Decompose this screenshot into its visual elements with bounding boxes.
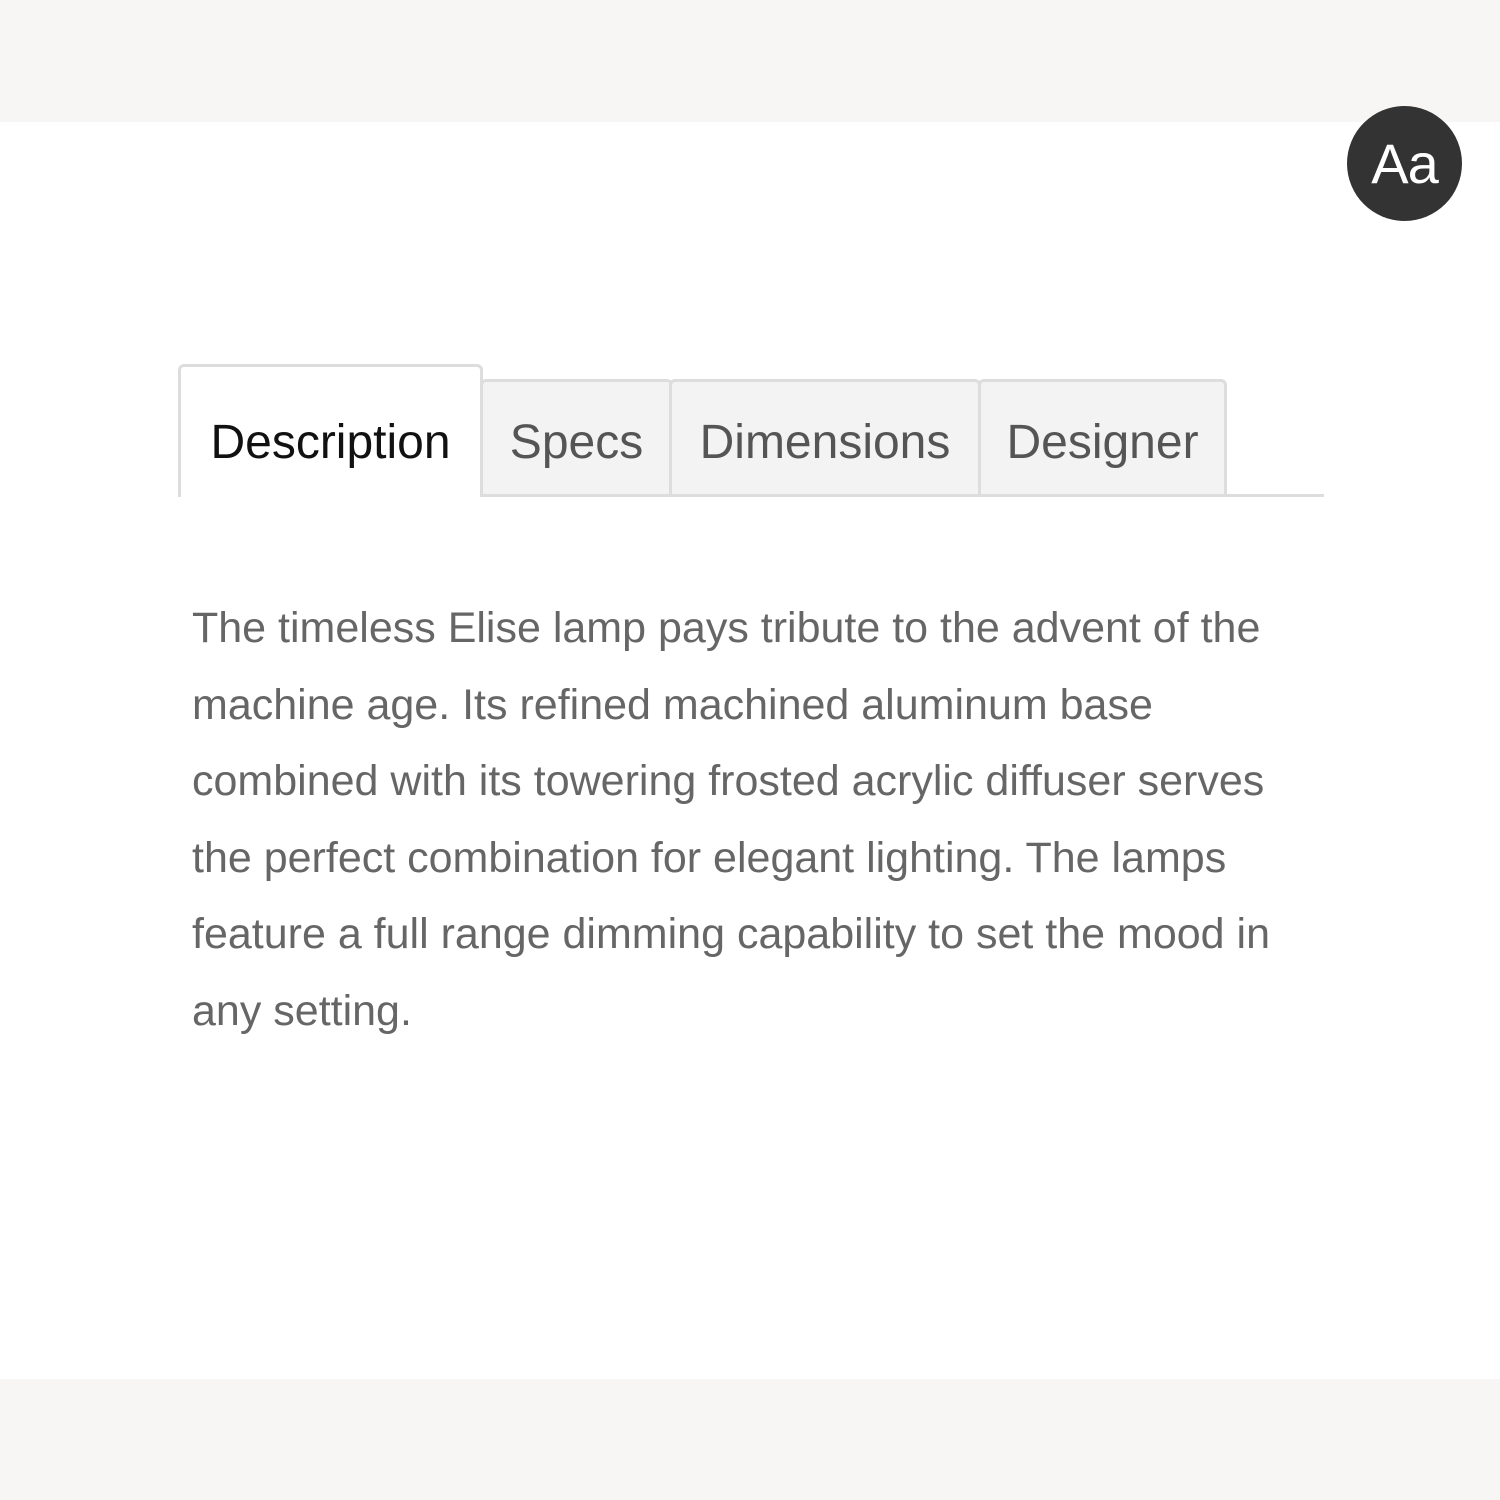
bottom-band xyxy=(0,1379,1500,1500)
text-size-button[interactable]: Aa xyxy=(1347,106,1462,221)
tab-designer[interactable]: Designer xyxy=(978,379,1227,494)
top-band xyxy=(0,0,1500,122)
product-description: The timeless Elise lamp pays tribute to the advent of the machine age. Its refined machined aluminum base combined with its towering frosted acrylic diffuser serves the perfect combination for elegant lighting. The lamps feature a full range dimming capability to set the mood in any setting. xyxy=(192,604,1270,1035)
product-tabs xyxy=(178,364,1324,497)
tab-dimensions[interactable]: Dimensions xyxy=(669,379,981,494)
tab-specs[interactable]: Specs xyxy=(480,379,673,494)
tab-description[interactable]: Description xyxy=(178,364,483,497)
